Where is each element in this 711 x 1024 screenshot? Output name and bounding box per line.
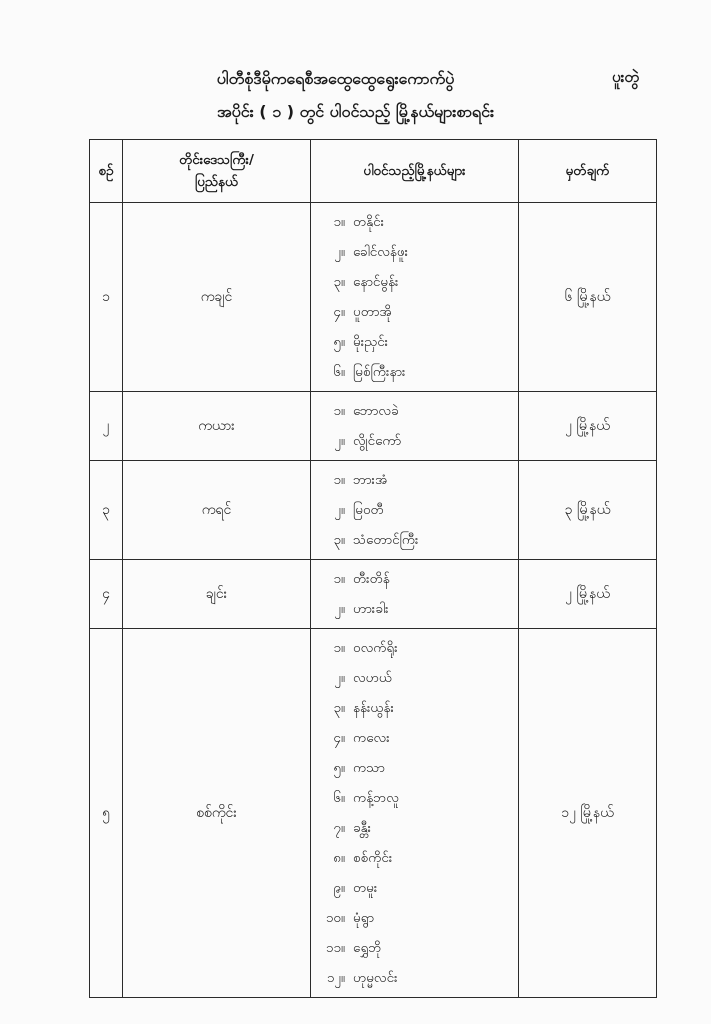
township-list bbox=[311, 203, 518, 391]
township-number: ၅။ bbox=[333, 334, 345, 350]
table-body bbox=[90, 203, 657, 998]
township-name: ဘောလခဲ bbox=[353, 403, 399, 419]
row-remark: ၃ မြို့နယ် bbox=[519, 461, 657, 560]
row-townships bbox=[311, 461, 519, 560]
township-number: ၁။ bbox=[333, 403, 345, 419]
township-number: ၂။ bbox=[334, 502, 345, 518]
township-number: ၆။ bbox=[333, 364, 345, 380]
row-townships bbox=[311, 629, 519, 998]
table-row bbox=[90, 560, 657, 629]
row-region: စစ်ကိုင်း bbox=[123, 629, 311, 998]
township-name: မိုးညှင်း bbox=[353, 334, 389, 350]
township-item bbox=[311, 396, 518, 426]
table-row bbox=[90, 629, 657, 998]
township-number: ၄။ bbox=[333, 304, 345, 320]
row-number: ၂ bbox=[90, 392, 123, 461]
township-name: ဘားအံ bbox=[353, 472, 388, 488]
township-number: ၂။ bbox=[334, 433, 345, 449]
township-item bbox=[311, 267, 518, 297]
table-row bbox=[90, 392, 657, 461]
header-no: စဉ် bbox=[90, 140, 123, 203]
row-townships bbox=[311, 560, 519, 629]
row-townships bbox=[311, 203, 519, 392]
township-number: ၁။ bbox=[333, 214, 345, 230]
township-item bbox=[311, 813, 518, 843]
township-name: ကလေး bbox=[353, 730, 390, 746]
township-item bbox=[311, 873, 518, 903]
header-townships: ပါဝင်သည့်မြို့နယ်များ bbox=[311, 140, 519, 203]
township-name: မြဝတီ bbox=[353, 502, 384, 518]
township-number: ၂။ bbox=[334, 601, 345, 617]
township-name: သံတောင်ကြီး bbox=[353, 532, 419, 548]
row-number: ၅ bbox=[90, 629, 123, 998]
township-name: ဝလက်ရိုး bbox=[353, 640, 398, 656]
township-name: လဟယ် bbox=[353, 670, 392, 686]
table-row bbox=[90, 461, 657, 560]
township-item bbox=[311, 594, 518, 624]
township-name: တမူး bbox=[353, 880, 378, 896]
township-name: မုံရွာ bbox=[353, 910, 375, 926]
township-name: ကသာ bbox=[353, 760, 385, 776]
township-name: တနိုင်း bbox=[353, 214, 385, 230]
township-item bbox=[311, 297, 518, 327]
row-region: ကရင် bbox=[123, 461, 311, 560]
township-item bbox=[311, 237, 518, 267]
township-number: ၃။ bbox=[333, 700, 345, 716]
row-remark: ၂ မြို့နယ် bbox=[519, 392, 657, 461]
township-list bbox=[311, 461, 518, 559]
township-number: ၁။ bbox=[333, 571, 345, 587]
township-number: ၃။ bbox=[333, 274, 345, 290]
township-name: ဟုမ္မလင်း bbox=[353, 970, 398, 986]
township-name: ခေါင်လန်ဖူး bbox=[353, 244, 409, 260]
township-item bbox=[311, 495, 518, 525]
row-region: ကချင် bbox=[123, 203, 311, 392]
township-item bbox=[311, 357, 518, 387]
row-remark: ၆ မြို့နယ် bbox=[519, 203, 657, 392]
township-number: ၂။ bbox=[334, 670, 345, 686]
header-remarks: မှတ်ချက် bbox=[519, 140, 657, 203]
township-name: နန်းယွန်း bbox=[353, 700, 394, 716]
township-number: ၆။ bbox=[333, 790, 345, 806]
township-number: ၁။ bbox=[333, 472, 345, 488]
township-list bbox=[311, 629, 518, 997]
township-name: ကန့်ဘလူ bbox=[353, 790, 399, 806]
township-number: ၂။ bbox=[334, 244, 345, 260]
township-number: ၉။ bbox=[333, 880, 345, 896]
document-title-text: ပါတီစုံဒီမိုကရေစီအထွေထွေရွေးကောက်ပွဲ bbox=[216, 69, 455, 88]
township-name: တီးတိန် bbox=[353, 571, 390, 587]
township-name: နောင်မွန်း bbox=[353, 274, 399, 290]
row-townships bbox=[311, 392, 519, 461]
township-number: ၄။ bbox=[333, 730, 345, 746]
township-item bbox=[311, 426, 518, 456]
township-name: လွိုင်ကော် bbox=[353, 433, 402, 449]
row-remark: ၁၂ မြို့နယ် bbox=[519, 629, 657, 998]
township-item bbox=[311, 933, 518, 963]
township-item bbox=[311, 663, 518, 693]
township-number: ၇။ bbox=[333, 820, 345, 836]
township-item bbox=[311, 207, 518, 237]
township-number: ၈။ bbox=[333, 850, 345, 866]
row-number: ၄ bbox=[90, 560, 123, 629]
township-number: ၁၂။ bbox=[326, 970, 345, 986]
township-list bbox=[311, 392, 518, 460]
township-name: စစ်ကိုင်း bbox=[353, 850, 393, 866]
township-name: မြစ်ကြီးနား bbox=[353, 364, 406, 380]
township-item bbox=[311, 525, 518, 555]
township-number: ၃။ bbox=[333, 532, 345, 548]
row-number: ၁ bbox=[90, 203, 123, 392]
township-list bbox=[311, 560, 518, 628]
township-item bbox=[311, 465, 518, 495]
township-number: ၁၀။ bbox=[325, 910, 345, 926]
township-table bbox=[89, 139, 657, 998]
row-remark: ၂ မြို့နယ် bbox=[519, 560, 657, 629]
township-item bbox=[311, 723, 518, 753]
table-row bbox=[90, 203, 657, 392]
table-header-row bbox=[90, 140, 657, 203]
township-number: ၅။ bbox=[333, 760, 345, 776]
township-item bbox=[311, 753, 518, 783]
document-subtitle: အပိုင်း ( ၁ ) တွင် ပါဝင်သည့် မြို့နယ်များစာရင်း bbox=[216, 102, 495, 121]
township-item bbox=[311, 843, 518, 873]
document-title bbox=[0, 68, 711, 92]
township-name: ခန္တီး bbox=[353, 820, 371, 836]
township-number: ၁။ bbox=[333, 640, 345, 656]
township-item bbox=[311, 963, 518, 993]
row-region: ကယား bbox=[123, 392, 311, 461]
township-item bbox=[311, 564, 518, 594]
row-region: ချင်း bbox=[123, 560, 311, 629]
attachment-label: ပူးတွဲ bbox=[612, 68, 639, 86]
township-item bbox=[311, 693, 518, 723]
township-item bbox=[311, 903, 518, 933]
header-region-text: တိုင်းဒေသကြီး/ ပြည်နယ် bbox=[179, 152, 254, 190]
header-region bbox=[123, 140, 311, 203]
township-name: ဟားခါး bbox=[353, 601, 389, 617]
township-item bbox=[311, 327, 518, 357]
township-name: ပူတာအို bbox=[353, 304, 392, 320]
township-name: ရွှေဘို bbox=[353, 940, 382, 956]
township-item bbox=[311, 783, 518, 813]
township-item bbox=[311, 633, 518, 663]
row-number: ၃ bbox=[90, 461, 123, 560]
township-number: ၁၁။ bbox=[325, 940, 345, 956]
